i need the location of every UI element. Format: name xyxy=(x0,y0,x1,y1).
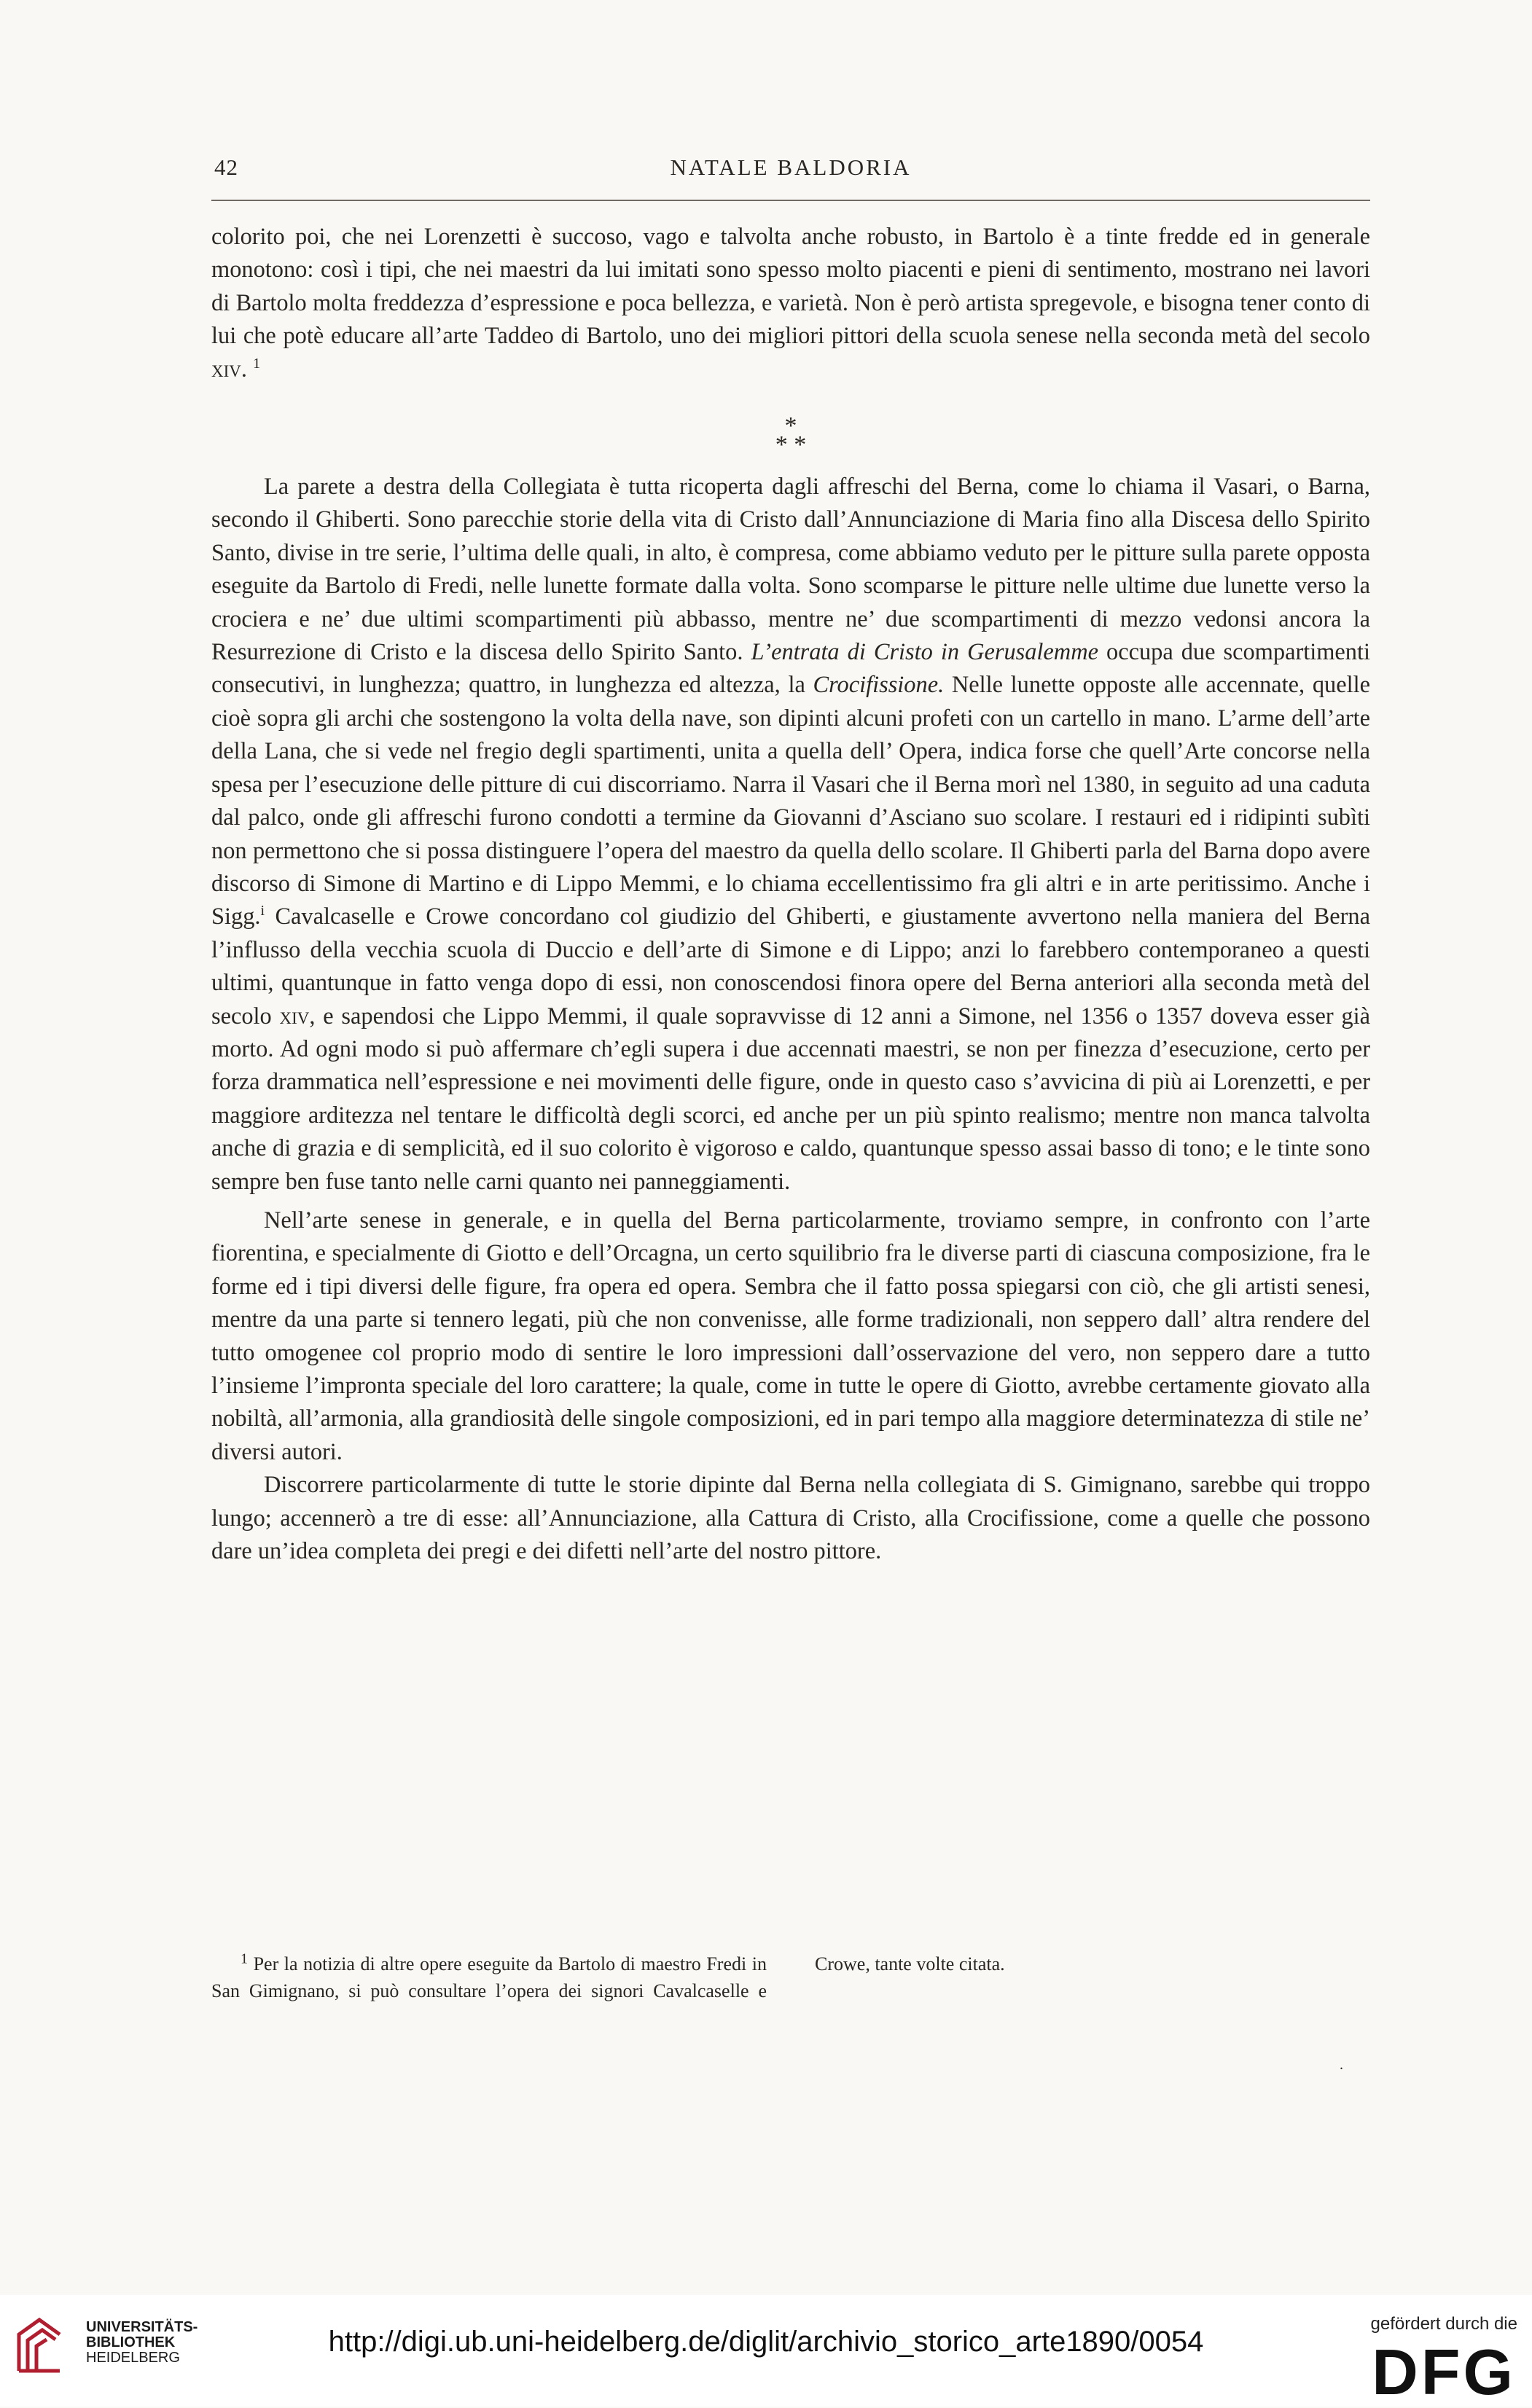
footnote-1: $^1$ Per la notizia di altre opere eseguite da Bartolo di maestro Fredi in San Gimignano, si può consultare l’opera dei signori Cavalcaselle e Crowe, tante volte citata. xyxy=(211,1950,1005,2001)
footnotes xyxy=(211,1950,1370,2004)
asterism-top: * xyxy=(784,412,797,440)
dfg-logo[interactable]: DFG xyxy=(1372,2336,1516,2408)
artwork-title: Crocifissione. xyxy=(813,672,945,699)
library-name[interactable]: UNIVERSITÄTS- BIBLIOTHEK HEIDELBERG xyxy=(86,2319,198,2366)
paragraph-3: Nell’arte senese in generale, e in quella del Berna particolarmente, troviamo sempre, in confronto con l’arte fiorentina, e specialmente di Giotto e dell’Orcagna, un certo squilibrio fra le diverse parti di ciascuna composizione, fra le forme ed i tipi diversi delle figure, fra opera ed opera. Sembra che il fatto possa spiegarsi con ciò, che gli artisti senesi, mentre da una parte si tennero legati, più che non convenisse, alle forme tradizionali, non seppero dall’ altra rendere del tutto omogenee col proprio modo di sentire le loro impressioni dall’osservazione del vero, non seppero dare a tutto l’insieme l’impronta speciale del loro carattere; la quale, come in tutte le opere di Giotto, avrebbe certamente giovato alla nobiltà, all’armonia, alla grandiosità delle singole composizioni, ed in pari tempo alla maggiore determinatezza di stile ne’ diversi autori. xyxy=(211,1207,1370,1465)
footnote-ref[interactable]: 1 xyxy=(253,355,261,372)
page-header xyxy=(211,154,1370,191)
section-break-asterism xyxy=(211,412,1370,459)
digitization-footer xyxy=(0,2295,1532,2407)
artwork-title: L’entrata di Cristo in Gerusalemme xyxy=(751,639,1098,666)
header-rule xyxy=(211,200,1370,201)
running-title: NATALE BALDORIA xyxy=(670,154,912,180)
funding-note: gefördert durch die xyxy=(1370,2314,1517,2334)
asterism-bottom: * * xyxy=(775,431,807,459)
century-numeral: xiv. xyxy=(211,356,247,383)
abbrev-superscript: i xyxy=(260,903,265,919)
signature-mark: . xyxy=(1340,2057,1343,2073)
century-numeral: xiv, xyxy=(279,1003,316,1030)
paragraph-2: La parete a destra della Collegiata è tutta ricoperta dagli affreschi del Berna, come lo chiama il Vasari, o Barna, secondo il Ghiberti. Sono parecchie storie della vita di Cristo dall’Annunciazione di Maria fino alla Discesa dello Spirito Santo, divise in tre serie, l’ultima delle quali, in alto, è compresa, come abbiamo veduto per le pitture sulla parete opposta eseguite da Bartolo di Fredi, nelle lunette formate dalla volta. Sono scomparse le pitture nelle ultime due lunette verso la crociera e ne’ due ultimi scompartimenti più abbasso, mentre ne’ due scompartimenti di mezzo vedonsi ancora la Resurrezione di Cristo e la discesa dello Spirito Santo. L’entrata di Cristo in Gerusalemme occupa due scompartimenti consecutivi, in lunghezza; quattro, in lunghezza ed altezza, la Crocifissione. Nelle lunette opposte alle accennate, quelle cioè sopra gli archi che sostengono la volta della nave, son dipinti alcuni profeti con un cartello in mano. L’arme dell’arte della Lana, che si vede nel fregio degli spartimenti, unita a quella dell’ Opera, indica forse che quell’Arte concorse nella spesa per l’esecuzione delle pitture di cui discorriamo. Narra il Vasari che il Berna morì nel 1380, in seguito ad una caduta dal palco, onde gli affreschi furono condotti a termine da Giovanni d’Asciano suo scolare. I restauri ed i ridipinti subìti non permettono che si possa distinguere l’opera del maestro da quella dello scolare. Il Ghiberti parla del Barna dopo avere discorso di Simone di Martino e di Lippo Memmi, e lo chiama eccellentissimo fra gli altri e in arte peritissimo. Anche i Sigg.$^i$ Cavalcaselle e Crowe concordano col giudizio del Ghiberti, e giustamente avvertono nella maniera del Berna l’influsso della vecchia scuola di Duccio e dell’arte di Simone e di Lippo; anzi lo farebbero contemporaneo a questi ultimi, quantunque in fatto venga dopo di essi, non conoscendosi finora opere del Berna anteriori alla seconda metà del secolo xiv, e sapendosi che Lippo Memmi, il quale sopravvisse di 12 anni a Simone, nel 1356 o 1357 doveva esser già morto. Ad ogni modo si può affermare ch’egli supera i due accennati maestri, se non per finezza d’esecuzione, certo per forza drammatica nell’espressione e nei movimenti delle figure, onde in questo caso s’avvicina di più ai Lorenzetti, e per maggiore arditezza nel tentare le difficoltà degli scorci, ed anche per un più spinto realismo; mentre non manca talvolta anche di grazia e di semplicità, ed il suo colorito è vigoroso e caldo, quantunque spesso assai basso di tono; e le tinte sono sempre ben fuse tanto nelle carni quanto nei panneggiamenti. xyxy=(211,474,1370,1195)
permalink-url[interactable]: http://digi.ub.uni-heidelberg.de/diglit/archivio_storico_arte1890/0054 xyxy=(328,2326,1204,2358)
footnote-marker: 1 xyxy=(241,1950,248,1967)
paragraph-4: Discorrere particolarmente di tutte le storie dipinte dal Berna nella collegiata di S. Gimignano, sarebbe qui troppo lungo; accennerò a tre di esse: all’Annunciazione, alla Cattura di Cristo, alla Crocifissione, come a quelle che possono dare un’idea completa dei pregi e dei difetti nell’arte del nostro pittore. xyxy=(211,1472,1370,1565)
body-text xyxy=(211,221,1370,1568)
page-number: 42 xyxy=(214,154,238,180)
paragraph-1: colorito poi, che nei Lorenzetti è succoso, vago e talvolta anche robusto, in Bartolo è a tinte fredde ed in generale monotono: così i tipi, che nei maestri da lui imitati sono spesso molto piacenti e pieni di sentimento, mostrano nei lavori di Bartolo molta freddezza d’espressione e poca bellezza, e varietà. Non è però artista spregevole, e bisogna tener conto di lui che potè educare all’arte Taddeo di Bartolo, uno dei migliori pittori della scuola senese nella seconda metà del secolo xiv. $^1$ xyxy=(211,224,1370,383)
